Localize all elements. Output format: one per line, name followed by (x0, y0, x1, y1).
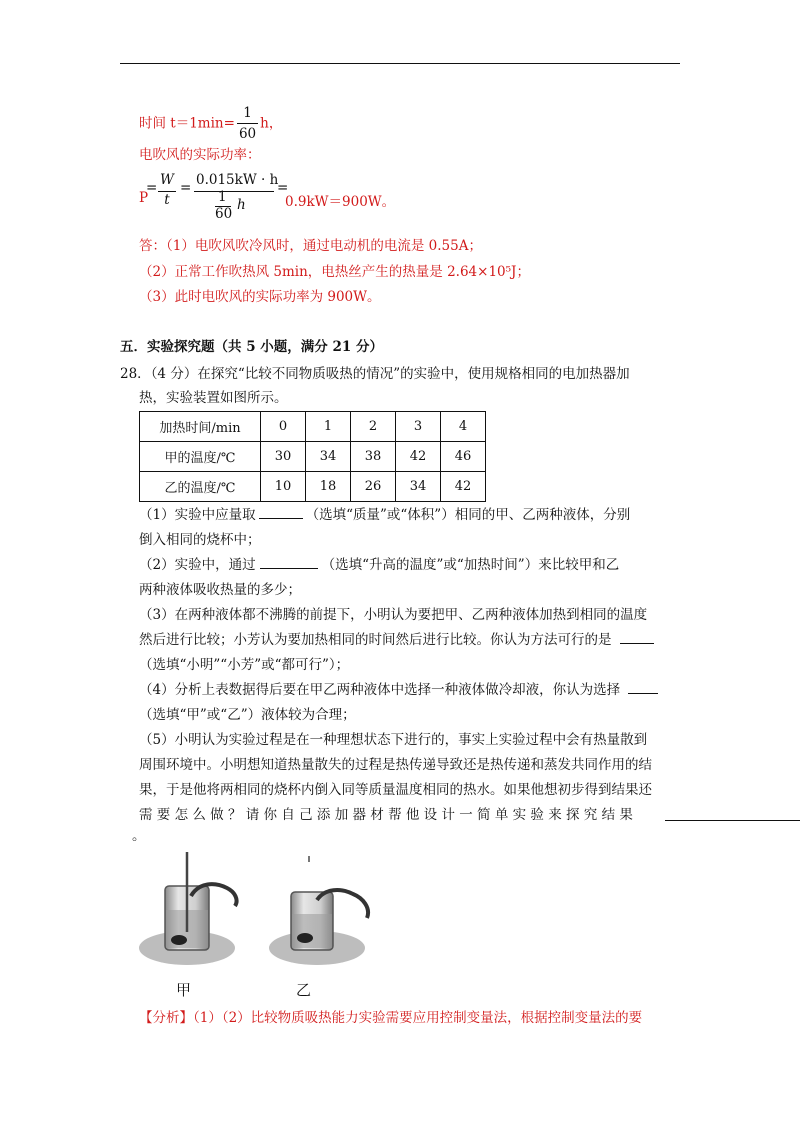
question-number: 28． (120, 366, 151, 382)
question-stem-text: （4 分）在探究“比较不同物质吸热的情况”的实验中，使用规格相同的电加热器加 (150, 366, 630, 382)
table-header-cell: 乙的温度/℃ (140, 472, 261, 502)
energy-numerator: 0.015kW · h (196, 172, 279, 188)
data-table-wrap (139, 411, 486, 502)
part-2-line-c: 两种液体吸收热量的多少； (139, 582, 301, 598)
table-cell: 0 (261, 412, 306, 442)
part-5-line-c: 果，于是他将两相同的烧杯内倒入同等质量温度相同的热水。如果他想初步得到结果还 (139, 782, 652, 798)
formula-eq-3: = (277, 180, 289, 196)
table-header-cell: 甲的温度/℃ (140, 442, 261, 472)
part-3-line-a: （3）在两种液体都不沸腾的前提下，小明认为要把甲、乙两种液体加热到相同的温度 (139, 607, 648, 623)
part-3-line-b (139, 630, 654, 650)
beaker-b-group (269, 856, 368, 965)
analysis-line (139, 1008, 642, 1028)
part-5-line-a: （5）小明认为实验过程是在一种理想状态下进行的，事实上实验过程中会有热量散到 (139, 732, 648, 748)
part-4-line-b: （选填“甲”或“乙”）液体较为合理； (139, 707, 356, 723)
part-3-text-b: 然后进行比较；小芳认为要加热相同的时间然后进行比较。你认为方法可行的是 (139, 632, 612, 648)
part-5-text-d: 需 要 怎 么 做 ？ 请 你 自 己 添 加 器 材 帮 他 设 计 一 简 单 实 验 来 探 究 结 果 (139, 807, 633, 823)
data-table (139, 411, 486, 502)
table-cell: 34 (306, 442, 351, 472)
power-result: 0.9kW＝900W。 (285, 194, 396, 210)
p-label: P (139, 190, 149, 206)
table-cell: 38 (351, 442, 396, 472)
energy-fraction-bar (194, 191, 274, 192)
time-inner-num: 1 (218, 189, 227, 205)
table-row (140, 412, 486, 442)
answer-blank-3[interactable] (620, 631, 654, 644)
part-5-line-d (139, 805, 633, 825)
heater-coil-b (297, 933, 313, 943)
part-4-line-a (139, 680, 658, 700)
table-cell: 26 (351, 472, 396, 502)
table-header-cell: 加热时间/min (140, 412, 261, 442)
part-3-line-c: （选填“小明”“小芳”或“都可行”）； (139, 657, 350, 673)
table-cell: 2 (351, 412, 396, 442)
table-cell: 30 (261, 442, 306, 472)
analysis-tag: 【分析】 (139, 1010, 193, 1026)
power-formula (139, 172, 459, 226)
answer-line-3: （3）此时电吹风的实际功率为 900W。 (139, 289, 381, 305)
table-cell: 3 (396, 412, 441, 442)
time-fraction-den: 60 (238, 126, 257, 142)
analysis-text: （1）（2）比较物质吸热能力实验需要应用控制变量法，根据控制变量法的要 (193, 1010, 643, 1026)
formula-eq-1: = (146, 180, 158, 196)
table-cell: 1 (306, 412, 351, 442)
formula-eq-2: = (180, 180, 192, 196)
question-stem-1 (120, 364, 630, 384)
beaker-a-group (139, 852, 237, 965)
apparatus-figure (135, 848, 395, 1000)
header-rule (120, 63, 680, 64)
part-2-text-a: （2）实验中，通过 (139, 557, 256, 573)
part-1-line-c: 倒入相同的烧杯中； (139, 532, 261, 548)
question-stem-2: 热，实验装置如图所示。 (139, 390, 288, 406)
figure-label-a: 甲 (176, 981, 192, 999)
time-fraction (237, 103, 258, 144)
time-line (139, 103, 283, 142)
part-2-line-a (139, 555, 619, 575)
time-fraction-num: 1 (237, 103, 258, 124)
part-1-text-b: （选填“质量”或“体积”）相同的甲、乙两种液体，分别 (305, 507, 631, 523)
power-heading: 电吹风的实际功率： (139, 147, 261, 163)
liquid-b (292, 914, 332, 948)
answer-line-2: （2）正常工作吹热风 5min，电热丝产生的热量是 2.64×10⁵J； (139, 264, 530, 280)
table-cell: 18 (306, 472, 351, 502)
w-denominator: t (164, 192, 170, 208)
heater-coil-a (171, 935, 187, 945)
table-cell: 42 (441, 472, 486, 502)
time-inner-den: 60 (215, 206, 233, 222)
time-inner-unit: h (237, 197, 246, 213)
table-cell: 4 (441, 412, 486, 442)
time-suffix: h， (260, 115, 283, 132)
table-cell: 46 (441, 442, 486, 472)
table-row (140, 442, 486, 472)
answer-line-1: 答：（1）电吹风吹冷风时，通过电动机的电流是 0.55A； (139, 238, 482, 254)
table-cell: 10 (261, 472, 306, 502)
part-1-line-a (139, 505, 630, 525)
part-4-text-a: （4）分析上表数据得后要在甲乙两种液体中选择一种液体做冷却液，你认为选择 (139, 682, 621, 698)
part-5-line-e: 。 (132, 828, 146, 844)
section-title: 五．实验探究题（共 5 小题，满分 21 分） (120, 339, 383, 355)
answer-blank-4[interactable] (628, 681, 658, 694)
w-numerator: W (160, 172, 174, 188)
part-5-line-b: 周围环境中。小明想知道热量散失的过程是热传递导致还是热传递和蒸发共同作用的结 (139, 757, 652, 773)
answer-blank-2[interactable] (260, 556, 318, 569)
figure-label-b: 乙 (296, 981, 312, 999)
table-cell: 42 (396, 442, 441, 472)
answer-blank-1[interactable] (259, 506, 303, 519)
table-row (140, 472, 486, 502)
part-1-text-a: （1）实验中应量取 (139, 507, 256, 523)
time-prefix: 时间 t＝1min= (139, 115, 235, 132)
part-2-text-b: （选填“升高的温度”或“加热时间”）来比较甲和乙 (321, 557, 620, 573)
table-cell: 34 (396, 472, 441, 502)
answer-blank-5[interactable] (665, 808, 800, 821)
